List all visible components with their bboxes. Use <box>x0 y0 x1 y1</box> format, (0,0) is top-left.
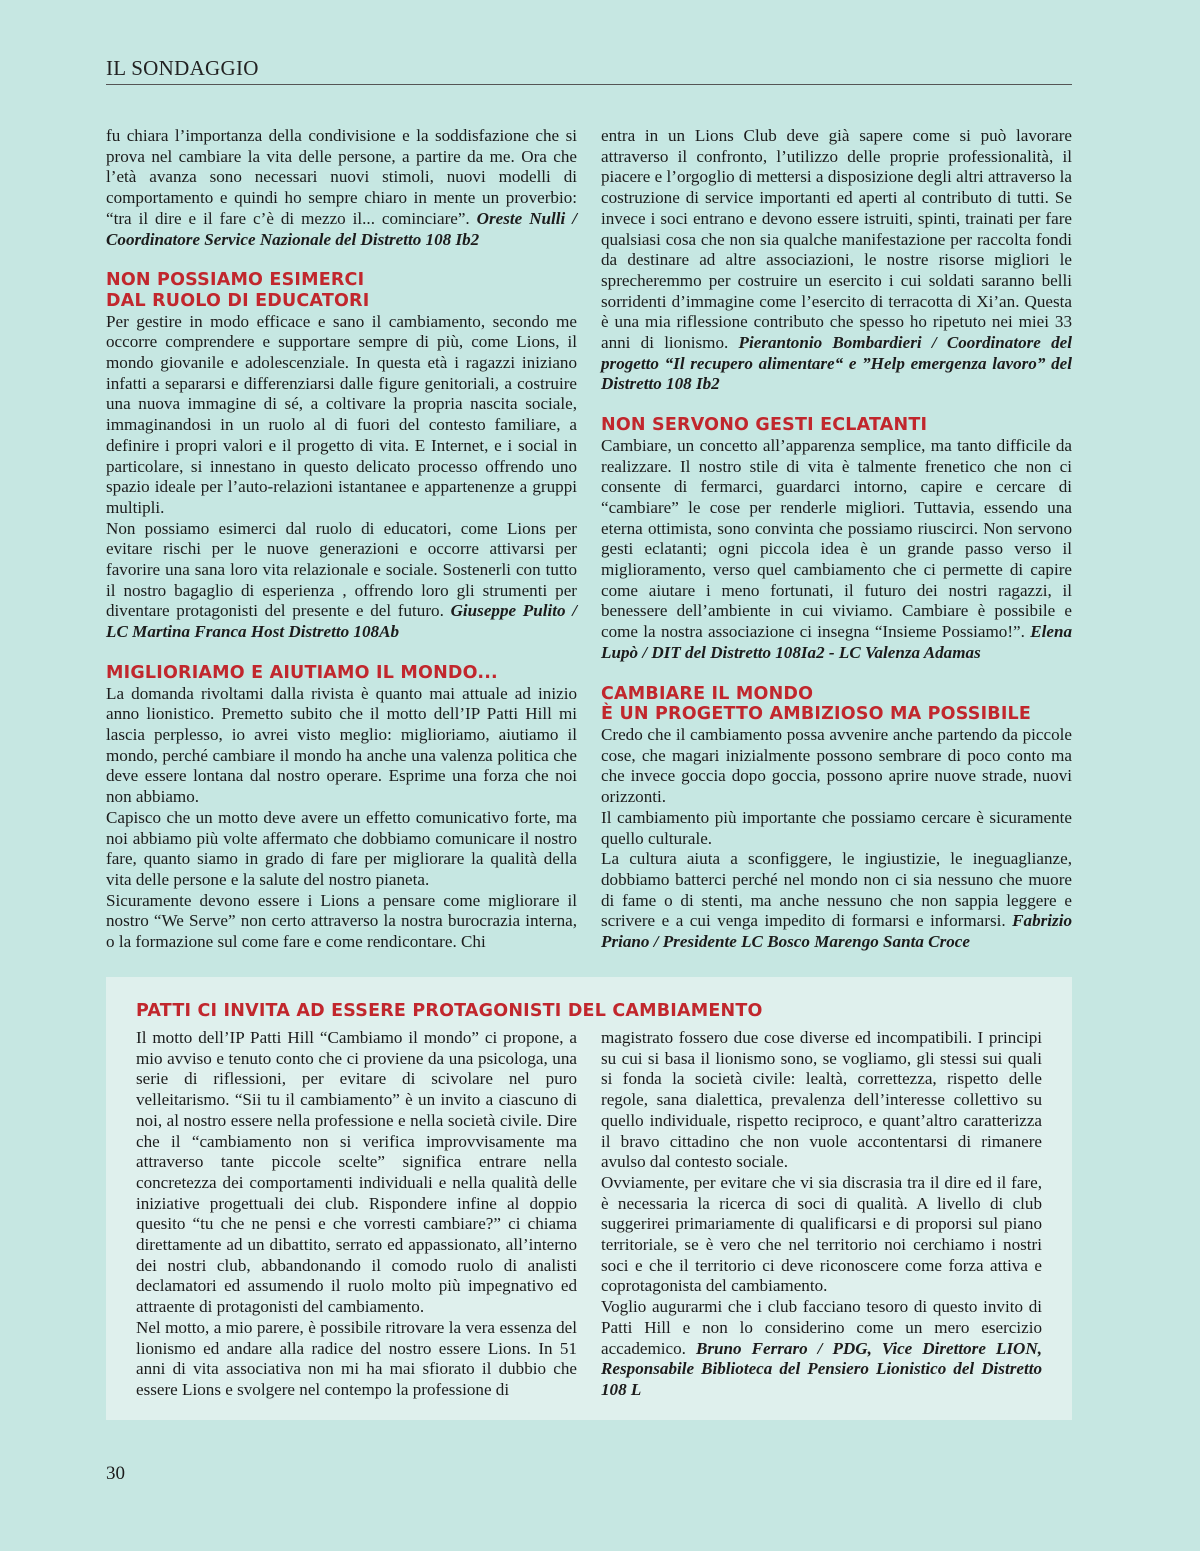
header-rule <box>106 84 1072 85</box>
left-column <box>106 126 577 953</box>
box-paragraph: Ovviamente, per evitare che vi sia discrasia tra il dire ed il fare, è necessaria la ricerca di soci di qualità. A livello di club suggerirei primariamente di qualificarsi e di proporsi sul piano territoriale, se è vero che nel territorio noi cerchiamo i nostri soci e che il territorio ci deve riconoscere come forza attiva e coprotagonista del cambiamento. <box>601 1172 1042 1296</box>
box-paragraph: Nel motto, a mio parere, è possibile ritrovare la vera essenza del lionismo ed andare alla radice del nostro essere Lions. In 51 anni di vita associativa non mi ha mai sfiorato il dubbio che essere Lions e svolgere nel contempo la professione di <box>136 1317 577 1399</box>
box-title: PATTI CI INVITA AD ESSERE PROTAGONISTI DEL CAMBIAMENTO <box>136 1001 763 1021</box>
right-column <box>601 126 1072 953</box>
article-title-line: DAL RUOLO DI EDUCATORI <box>106 290 370 311</box>
article-title-line: NON POSSIAMO ESIMERCI <box>106 270 365 291</box>
article-paragraph <box>601 849 1072 953</box>
box-right-column <box>601 1028 1042 1401</box>
article-signature: Elena Lupò / DIT del Distretto 108Ia2 - LC Valenza Adamas <box>601 622 1072 662</box>
intro-signature: Oreste Nulli / Coordinatore Service Nazionale del Distretto 108 Ib2 <box>106 208 577 249</box>
article-paragraph: La domanda rivoltami dalla rivista è quanto mai attuale ad inizio anno lionistico. Premetto subito che il motto dell’IP Patti Hill mi lascia perplesso, io avrei visto meglio: miglioriamo, aiutiamo il mondo, perché cambiare il mondo ha anche una valenza politica che deve essere lontana dal nostro operare. Esprime una forza che noi non abbiamo. <box>106 683 577 807</box>
continuation-signature: Pierantonio Bombardieri / Coordinatore del progetto “Il recupero alimentare“ e ”Help emergenza lavoro” del Distretto 108 Ib2 <box>601 333 1072 394</box>
page-number: 30 <box>106 1463 125 1484</box>
article-paragraph: Credo che il cambiamento possa avvenire anche partendo da piccole cose, che magari inizialmente possono sembrare di poco conto ma che invece goccia dopo goccia, possono aprire nuove strade, nuovi orizzonti. <box>601 724 1072 807</box>
box-signature: Bruno Ferraro / PDG, Vice Direttore LION, Responsabile Biblioteca del Pensiero Lionistico del Distretto 108 L <box>601 1338 1042 1399</box>
continuation-text: entra in un Lions Club deve già sapere come si può lavorare attraverso il confronto, l’utilizzo delle proprie professionalità, il piacere e l’orgoglio di mettersi a disposizione degli altri attraverso la costruzione di service importanti ed aperti al contributo di tutti. Se invece i soci entrano e devono essere istruiti, spinti, trainati per fare qualsiasi cosa che non sia qualche manifestazione per raccolta fondi da destinare ad altre associazioni, le nostre risorse migliori le sprecheremmo per costruire un esercito i cui soldati saranno belli sorridenti d’immagine come l’esercito di terracotta di Xi’an. Questa è una mia riflessione contributo che spesso ho ripetuto nei miei 33 anni di lionismo. <box>601 126 1072 353</box>
article-text: Non possiamo esimerci dal ruolo di educatori, come Lions per evitare rischi per le nuove generazioni e occorre attivarsi per favorire una sana loro vita relazionale e sociale. Sostenerli con tutto il nostro bagaglio di esperienza , offrendo loro gli strumenti per diventare protagonisti del presente e del futuro. <box>106 518 577 621</box>
article-text: La cultura aiuta a sconfiggere, le ingiustizie, le ineguaglianze, dobbiamo batterci perché nel mondo non ci sia nessuno che muore di fame o di stenti, ma anche nessuno che non sappia leggere e scrivere e a cui venga impedito di formarsi e informarsi. <box>601 849 1072 931</box>
article-paragraph <box>601 436 1072 664</box>
article-title-educatori <box>106 270 577 311</box>
article-paragraph: Capisco che un motto deve avere un effetto comunicativo forte, ma noi abbiamo più volte affermato che dobbiamo comunicare il nostro fare, quanto siamo in grado di fare per migliorare la qualità della vita delle persone e la salute del nostro pianeta. <box>106 807 577 889</box>
box-paragraph <box>601 1297 1042 1401</box>
article-signature: Fabrizio Priano / Presidente LC Bosco Marengo Santa Croce <box>601 911 1072 952</box>
article-text: Cambiare, un concetto all’apparenza semplice, ma tanto difficile da realizzare. Il nostro stile di vita è talmente frenetico che non ci consente di fermarci, guardarci intorno, capire e cercare di “cambiare” le cose per renderle migliori. Tuttavia, essendo una eterna ottimista, sono convinta che possiamo riuscirci. Non servono gesti eclatanti; ogni piccola idea è un grande passo verso il miglioramento, verso quel cambiamento che ci permette di capire come aiutare i meno fortunati, il futuro dei nostri ragazzi, il benessere dell’ambiente in cui viviamo. Cambiare è possibile e come la nostra associazione ci insegna “Insieme Possiamo!”. <box>601 435 1072 642</box>
box-paragraph: magistrato fossero due cose diverse ed incompatibili. I principi su cui si basa il lionismo sono, se vogliamo, gli stessi sui quali si fonda la società civile: lealtà, correttezza, rispetto delle regole, sana dialettica, prevalenza dell’interesse collettivo su quello individuale, rispetto reciproco, e quant’altro caratterizza il bravo cittadino che non vuole accontentarsi di rimanere avulso dal contesto sociale. <box>601 1028 1042 1172</box>
article-title-line: CAMBIARE IL MONDO <box>601 683 814 704</box>
article-title-miglioriamo: MIGLIORIAMO E AIUTIAMO IL MONDO... <box>106 662 498 683</box>
section-label: IL SONDAGGIO <box>106 56 259 80</box>
article-title-line: È UN PROGETTO AMBIZIOSO MA POSSIBILE <box>601 704 1032 725</box>
article-paragraph: Il cambiamento più importante che possiamo cercare è sicuramente quello culturale. <box>601 807 1072 848</box>
article-title-cambiare <box>601 684 1072 725</box>
article-paragraph <box>106 519 577 643</box>
intro-paragraph <box>106 126 577 250</box>
highlight-box <box>106 977 1072 1420</box>
article-paragraph: Sicuramente devono essere i Lions a pensare come migliorare il nostro “We Serve” non certo attraverso la nostra burocrazia interna, o la formazione sul come fare e come rendicontare. Chi <box>106 890 577 952</box>
article-signature: Giuseppe Pulito / LC Martina Franca Host Distretto 108Ab <box>106 601 578 642</box>
box-paragraph: Il motto dell’IP Patti Hill “Cambiamo il mondo” ci propone, a mio avviso e tenuto conto che ci proviene da una psicologa, una serie di riflessioni, per evitare di scivolare nel puro velleitarismo. “Sii tu il cambiamento” è un invito a ciascuno di noi, al nostro essere nella professione e nella società civile. Dire che il “cambiamento non si verifica improvvisamente ma attraverso tante piccole scelte” significa entrare nella concretezza dei comportamenti individuali e nella qualità delle iniziative progettuali dei club. Rispondere infine al doppio quesito “tu che ne pensi e che vorresti cambiare?” ci chiama direttamente ad un dibattito, serrato ed appassionato, all’interno dei nostri club, abbandonando il comodo ruolo di analisti declamatori ed assumendo il ruolo molto più impegnativo ed attraente di protagonisti del cambiamento. <box>136 1028 577 1317</box>
article-paragraph: Per gestire in modo efficace e sano il cambiamento, secondo me occorre comprendere e supportare sempre di più, come Lions, il mondo giovanile e adolescenziale. In questa età i ragazzi iniziano infatti a separarsi e differenziarsi dalle figure genitoriali, a costruire una nuova immagine di sé, a coltivare la propria nascita sociale, immaginandosi in un ruolo al di fuori del contesto familiare, a definire i propri valori e il progetto di vita. E Internet, e i social in particolare, si innestano in questo delicato processo offrendo uno spazio ideale per l’auto-relazioni istantanee e appartenenze a gruppi multipli. <box>106 311 577 517</box>
box-left-column <box>136 1028 577 1401</box>
box-text: Voglio augurarmi che i club facciano tesoro di questo invito di Patti Hill e non lo considerino come un mero esercizio accademico. <box>601 1297 1042 1358</box>
article-title-gesti: NON SERVONO GESTI ECLATANTI <box>601 415 928 436</box>
continuation-paragraph <box>601 126 1072 395</box>
intro-text: fu chiara l’importanza della condivisione e la soddisfazione che si prova nel cambiare la vita delle persone, a partire da me. Ora che l’età avanza sono necessari nuovi stimoli, nuovi modelli di comportamento e quindi ho sempre chiaro in mente un proverbio: “tra il dire e il fare c’è di mezzo il... cominciare”. <box>106 126 577 228</box>
